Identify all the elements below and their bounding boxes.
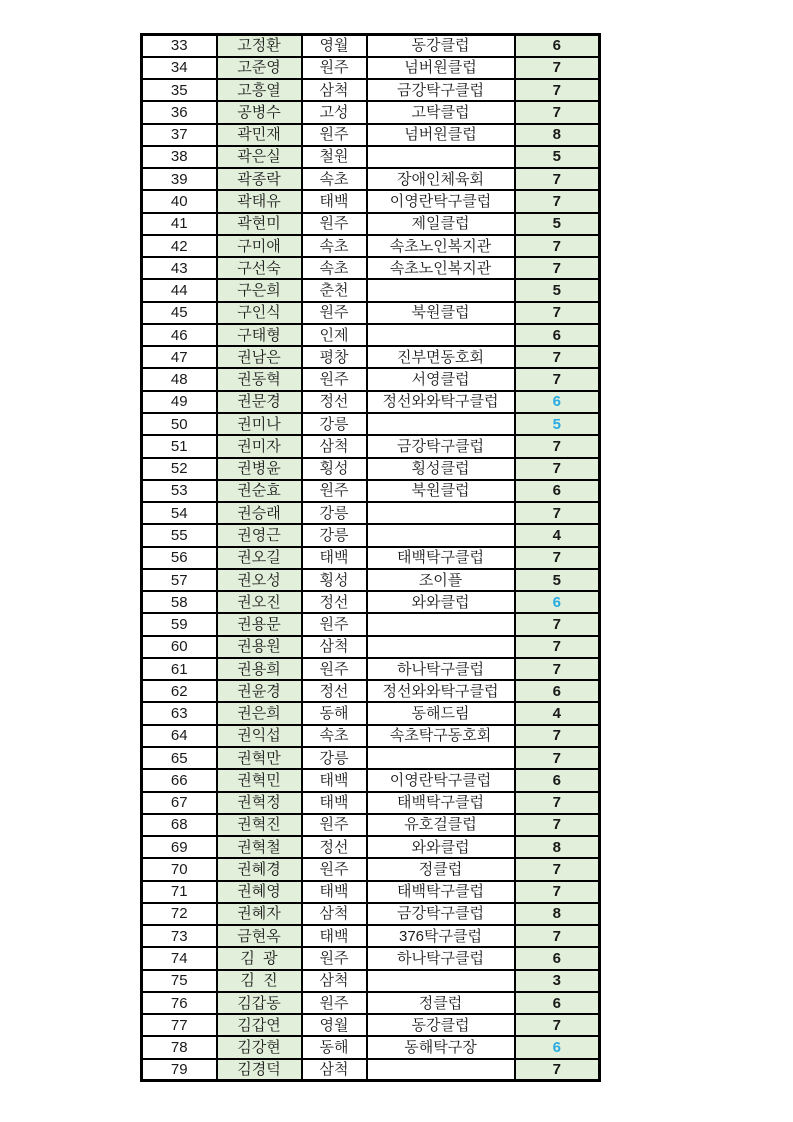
member-region-cell: 원주 [302,947,367,969]
member-no-cell: 36 [142,101,217,123]
member-no-cell: 43 [142,257,217,279]
member-rating-cell: 7 [515,792,600,814]
member-rating-cell: 5 [515,146,600,168]
member-name-cell: 권용희 [217,658,302,680]
table-row [142,190,600,212]
member-rating-cell: 6 [515,947,600,969]
member-region-cell: 삼척 [302,970,367,992]
member-name-cell: 권혜자 [217,903,302,925]
member-rating-cell: 6 [515,1036,600,1058]
table-row [142,591,600,613]
member-no-cell: 77 [142,1014,217,1036]
member-club-cell [367,613,515,635]
table-row [142,524,600,546]
member-club-cell: 정선와와탁구클럽 [367,680,515,702]
member-roster-table [140,33,601,1082]
member-club-cell: 동해탁구장 [367,1036,515,1058]
member-region-cell: 원주 [302,613,367,635]
member-name-cell: 권익섭 [217,725,302,747]
member-club-cell: 와와클럽 [367,591,515,613]
member-no-cell: 68 [142,814,217,836]
table-row [142,613,600,635]
member-club-cell: 금강탁구클럽 [367,79,515,101]
member-club-cell [367,636,515,658]
member-club-cell: 정클럽 [367,992,515,1014]
table-row [142,1014,600,1036]
member-rating-cell: 5 [515,569,600,591]
member-name-cell: 구미애 [217,235,302,257]
member-no-cell: 38 [142,146,217,168]
member-rating-cell: 6 [515,680,600,702]
member-name-cell: 공병수 [217,101,302,123]
member-rating-cell: 7 [515,658,600,680]
member-club-cell: 태백탁구클럽 [367,881,515,903]
member-name-cell: 권윤경 [217,680,302,702]
member-region-cell: 삼척 [302,903,367,925]
member-region-cell: 태백 [302,769,367,791]
member-club-cell: 횡성클럽 [367,458,515,480]
member-name-cell: 권혁철 [217,836,302,858]
member-region-cell: 속초 [302,725,367,747]
table-row [142,1059,600,1081]
member-rating-cell: 6 [515,591,600,613]
member-rating-cell: 5 [515,279,600,301]
member-no-cell: 61 [142,658,217,680]
member-no-cell: 47 [142,346,217,368]
member-name-cell: 김갑동 [217,992,302,1014]
member-name-cell: 김 진 [217,970,302,992]
member-no-cell: 39 [142,168,217,190]
member-region-cell: 속초 [302,257,367,279]
member-rating-cell: 7 [515,814,600,836]
table-row [142,124,600,146]
member-club-cell: 동강클럽 [367,35,515,57]
member-name-cell: 권혁만 [217,747,302,769]
member-club-cell: 북원클럽 [367,480,515,502]
member-region-cell: 속초 [302,235,367,257]
member-club-cell: 고탁클럽 [367,101,515,123]
member-name-cell: 권혜경 [217,858,302,880]
member-region-cell: 춘천 [302,279,367,301]
table-row [142,324,600,346]
table-row [142,502,600,524]
member-name-cell: 권오진 [217,591,302,613]
member-no-cell: 54 [142,502,217,524]
member-region-cell: 정선 [302,591,367,613]
member-region-cell: 삼척 [302,1059,367,1081]
member-club-cell: 속초탁구동호회 [367,725,515,747]
member-name-cell: 곽현미 [217,213,302,235]
member-region-cell: 태백 [302,881,367,903]
member-name-cell: 권오성 [217,569,302,591]
member-club-cell: 유호걸클럽 [367,814,515,836]
member-name-cell: 권영근 [217,524,302,546]
table-row [142,302,600,324]
member-club-cell [367,413,515,435]
member-no-cell: 34 [142,57,217,79]
member-region-cell: 삼척 [302,636,367,658]
member-rating-cell: 7 [515,1014,600,1036]
table-row [142,725,600,747]
member-name-cell: 고흥열 [217,79,302,101]
member-region-cell: 원주 [302,858,367,880]
member-club-cell [367,146,515,168]
member-name-cell: 고정환 [217,35,302,57]
table-row [142,168,600,190]
member-no-cell: 62 [142,680,217,702]
member-club-cell: 하나탁구클럽 [367,947,515,969]
table-row [142,57,600,79]
member-no-cell: 64 [142,725,217,747]
member-rating-cell: 8 [515,836,600,858]
table-row [142,480,600,502]
member-club-cell: 속초노인복지관 [367,257,515,279]
member-name-cell: 구선숙 [217,257,302,279]
member-region-cell: 횡성 [302,569,367,591]
member-no-cell: 35 [142,79,217,101]
member-region-cell: 정선 [302,680,367,702]
member-rating-cell: 7 [515,346,600,368]
table-row [142,101,600,123]
member-rating-cell: 4 [515,524,600,546]
member-name-cell: 곽민재 [217,124,302,146]
member-no-cell: 45 [142,302,217,324]
member-club-cell: 태백탁구클럽 [367,792,515,814]
table-row [142,569,600,591]
table-row [142,858,600,880]
member-name-cell: 권미나 [217,413,302,435]
table-row [142,792,600,814]
member-club-cell [367,279,515,301]
member-club-cell: 동강클럽 [367,1014,515,1036]
member-rating-cell: 7 [515,547,600,569]
member-name-cell: 구태형 [217,324,302,346]
member-no-cell: 52 [142,458,217,480]
member-no-cell: 48 [142,368,217,390]
member-rating-cell: 7 [515,168,600,190]
table-row [142,458,600,480]
member-name-cell: 곽종락 [217,168,302,190]
member-rating-cell: 7 [515,636,600,658]
member-no-cell: 49 [142,391,217,413]
member-rating-cell: 7 [515,1059,600,1081]
member-rating-cell: 6 [515,480,600,502]
member-rating-cell: 7 [515,368,600,390]
member-rating-cell: 7 [515,257,600,279]
member-no-cell: 74 [142,947,217,969]
member-name-cell: 권문경 [217,391,302,413]
table-row [142,146,600,168]
member-rating-cell: 7 [515,502,600,524]
member-rating-cell: 7 [515,79,600,101]
member-rating-cell: 7 [515,725,600,747]
table-row [142,368,600,390]
member-club-cell: 넘버원클럽 [367,57,515,79]
member-no-cell: 63 [142,702,217,724]
member-region-cell: 태백 [302,925,367,947]
table-row [142,1036,600,1058]
member-name-cell: 김경덕 [217,1059,302,1081]
table-row [142,769,600,791]
member-no-cell: 78 [142,1036,217,1058]
member-no-cell: 51 [142,435,217,457]
member-rating-cell: 3 [515,970,600,992]
member-no-cell: 79 [142,1059,217,1081]
member-name-cell: 권혁정 [217,792,302,814]
table-row [142,925,600,947]
member-club-cell: 장애인체육회 [367,168,515,190]
member-club-cell: 넘버원클럽 [367,124,515,146]
member-name-cell: 권오길 [217,547,302,569]
member-no-cell: 37 [142,124,217,146]
table-row [142,636,600,658]
table-row [142,992,600,1014]
member-region-cell: 원주 [302,57,367,79]
member-name-cell: 권동혁 [217,368,302,390]
table-row [142,702,600,724]
member-no-cell: 59 [142,613,217,635]
member-region-cell: 영월 [302,35,367,57]
member-rating-cell: 8 [515,124,600,146]
member-region-cell: 속초 [302,168,367,190]
member-region-cell: 고성 [302,101,367,123]
member-name-cell: 권용원 [217,636,302,658]
table-row [142,747,600,769]
member-region-cell: 동해 [302,702,367,724]
member-region-cell: 정선 [302,391,367,413]
member-club-cell [367,502,515,524]
table-row [142,435,600,457]
member-rating-cell: 7 [515,613,600,635]
table-row [142,213,600,235]
member-club-cell: 서영클럽 [367,368,515,390]
member-club-cell: 정선와와탁구클럽 [367,391,515,413]
member-club-cell: 속초노인복지관 [367,235,515,257]
member-rating-cell: 6 [515,35,600,57]
member-rating-cell: 6 [515,769,600,791]
member-club-cell: 정클럽 [367,858,515,880]
member-club-cell: 하나탁구클럽 [367,658,515,680]
member-no-cell: 44 [142,279,217,301]
table-row [142,413,600,435]
member-rating-cell: 7 [515,435,600,457]
member-region-cell: 원주 [302,213,367,235]
table-row [142,346,600,368]
member-club-cell: 이영란탁구클럽 [367,769,515,791]
member-no-cell: 58 [142,591,217,613]
member-region-cell: 삼척 [302,79,367,101]
member-region-cell: 강릉 [302,413,367,435]
member-rating-cell: 6 [515,391,600,413]
member-no-cell: 40 [142,190,217,212]
member-name-cell: 구인식 [217,302,302,324]
member-no-cell: 55 [142,524,217,546]
member-club-cell [367,524,515,546]
member-no-cell: 60 [142,636,217,658]
member-no-cell: 33 [142,35,217,57]
member-region-cell: 원주 [302,658,367,680]
member-rating-cell: 7 [515,881,600,903]
member-no-cell: 71 [142,881,217,903]
member-no-cell: 46 [142,324,217,346]
member-club-cell: 북원클럽 [367,302,515,324]
member-no-cell: 73 [142,925,217,947]
member-name-cell: 권순효 [217,480,302,502]
table-row [142,235,600,257]
member-no-cell: 56 [142,547,217,569]
member-club-cell: 금강탁구클럽 [367,903,515,925]
member-region-cell: 강릉 [302,524,367,546]
member-region-cell: 태백 [302,190,367,212]
table-row [142,881,600,903]
member-rating-cell: 7 [515,190,600,212]
member-region-cell: 원주 [302,814,367,836]
member-club-cell: 진부면동호회 [367,346,515,368]
member-club-cell [367,1059,515,1081]
member-name-cell: 권혁진 [217,814,302,836]
table-row [142,836,600,858]
member-region-cell: 강릉 [302,502,367,524]
member-name-cell: 권승래 [217,502,302,524]
member-club-cell: 제일클럽 [367,213,515,235]
member-rating-cell: 7 [515,458,600,480]
roster-body [142,35,600,1081]
member-region-cell: 동해 [302,1036,367,1058]
member-no-cell: 75 [142,970,217,992]
member-name-cell: 권용문 [217,613,302,635]
member-rating-cell: 4 [515,702,600,724]
table-row [142,391,600,413]
member-rating-cell: 6 [515,992,600,1014]
table-row [142,35,600,57]
table-row [142,947,600,969]
member-no-cell: 70 [142,858,217,880]
table-row [142,970,600,992]
member-name-cell: 곽은실 [217,146,302,168]
member-club-cell [367,747,515,769]
member-name-cell: 권혜영 [217,881,302,903]
member-club-cell [367,970,515,992]
member-no-cell: 67 [142,792,217,814]
member-rating-cell: 7 [515,235,600,257]
member-region-cell: 인제 [302,324,367,346]
member-no-cell: 76 [142,992,217,1014]
member-no-cell: 50 [142,413,217,435]
member-club-cell: 이영란탁구클럽 [367,190,515,212]
member-rating-cell: 7 [515,57,600,79]
member-no-cell: 66 [142,769,217,791]
member-name-cell: 권병윤 [217,458,302,480]
member-region-cell: 원주 [302,368,367,390]
member-region-cell: 철원 [302,146,367,168]
member-rating-cell: 7 [515,925,600,947]
member-region-cell: 원주 [302,480,367,502]
member-rating-cell: 5 [515,213,600,235]
member-no-cell: 65 [142,747,217,769]
member-no-cell: 42 [142,235,217,257]
member-name-cell: 김 광 [217,947,302,969]
member-region-cell: 정선 [302,836,367,858]
member-no-cell: 69 [142,836,217,858]
table-row [142,79,600,101]
member-rating-cell: 5 [515,413,600,435]
member-region-cell: 삼척 [302,435,367,457]
member-name-cell: 김갑연 [217,1014,302,1036]
member-no-cell: 57 [142,569,217,591]
member-club-cell: 조이플 [367,569,515,591]
member-region-cell: 강릉 [302,747,367,769]
member-club-cell: 와와클럽 [367,836,515,858]
table-row [142,658,600,680]
member-club-cell: 동해드림 [367,702,515,724]
member-name-cell: 구은희 [217,279,302,301]
member-club-cell: 376탁구클럽 [367,925,515,947]
member-name-cell: 권남은 [217,346,302,368]
member-name-cell: 김강현 [217,1036,302,1058]
member-rating-cell: 8 [515,903,600,925]
table-row [142,257,600,279]
member-region-cell: 원주 [302,992,367,1014]
member-name-cell: 권미자 [217,435,302,457]
member-name-cell: 고준영 [217,57,302,79]
member-club-cell: 금강탁구클럽 [367,435,515,457]
member-region-cell: 영월 [302,1014,367,1036]
member-region-cell: 태백 [302,792,367,814]
member-rating-cell: 7 [515,747,600,769]
member-name-cell: 금현옥 [217,925,302,947]
member-name-cell: 권혁민 [217,769,302,791]
member-no-cell: 53 [142,480,217,502]
member-rating-cell: 6 [515,324,600,346]
member-rating-cell: 7 [515,858,600,880]
table-row [142,547,600,569]
member-region-cell: 횡성 [302,458,367,480]
member-name-cell: 권은희 [217,702,302,724]
table-row [142,814,600,836]
table-row [142,903,600,925]
member-name-cell: 곽태유 [217,190,302,212]
member-no-cell: 72 [142,903,217,925]
member-rating-cell: 7 [515,302,600,324]
member-region-cell: 평창 [302,346,367,368]
member-club-cell [367,324,515,346]
member-region-cell: 원주 [302,124,367,146]
member-region-cell: 원주 [302,302,367,324]
table-row [142,680,600,702]
member-no-cell: 41 [142,213,217,235]
member-club-cell: 태백탁구클럽 [367,547,515,569]
table-row [142,279,600,301]
member-region-cell: 태백 [302,547,367,569]
member-rating-cell: 7 [515,101,600,123]
